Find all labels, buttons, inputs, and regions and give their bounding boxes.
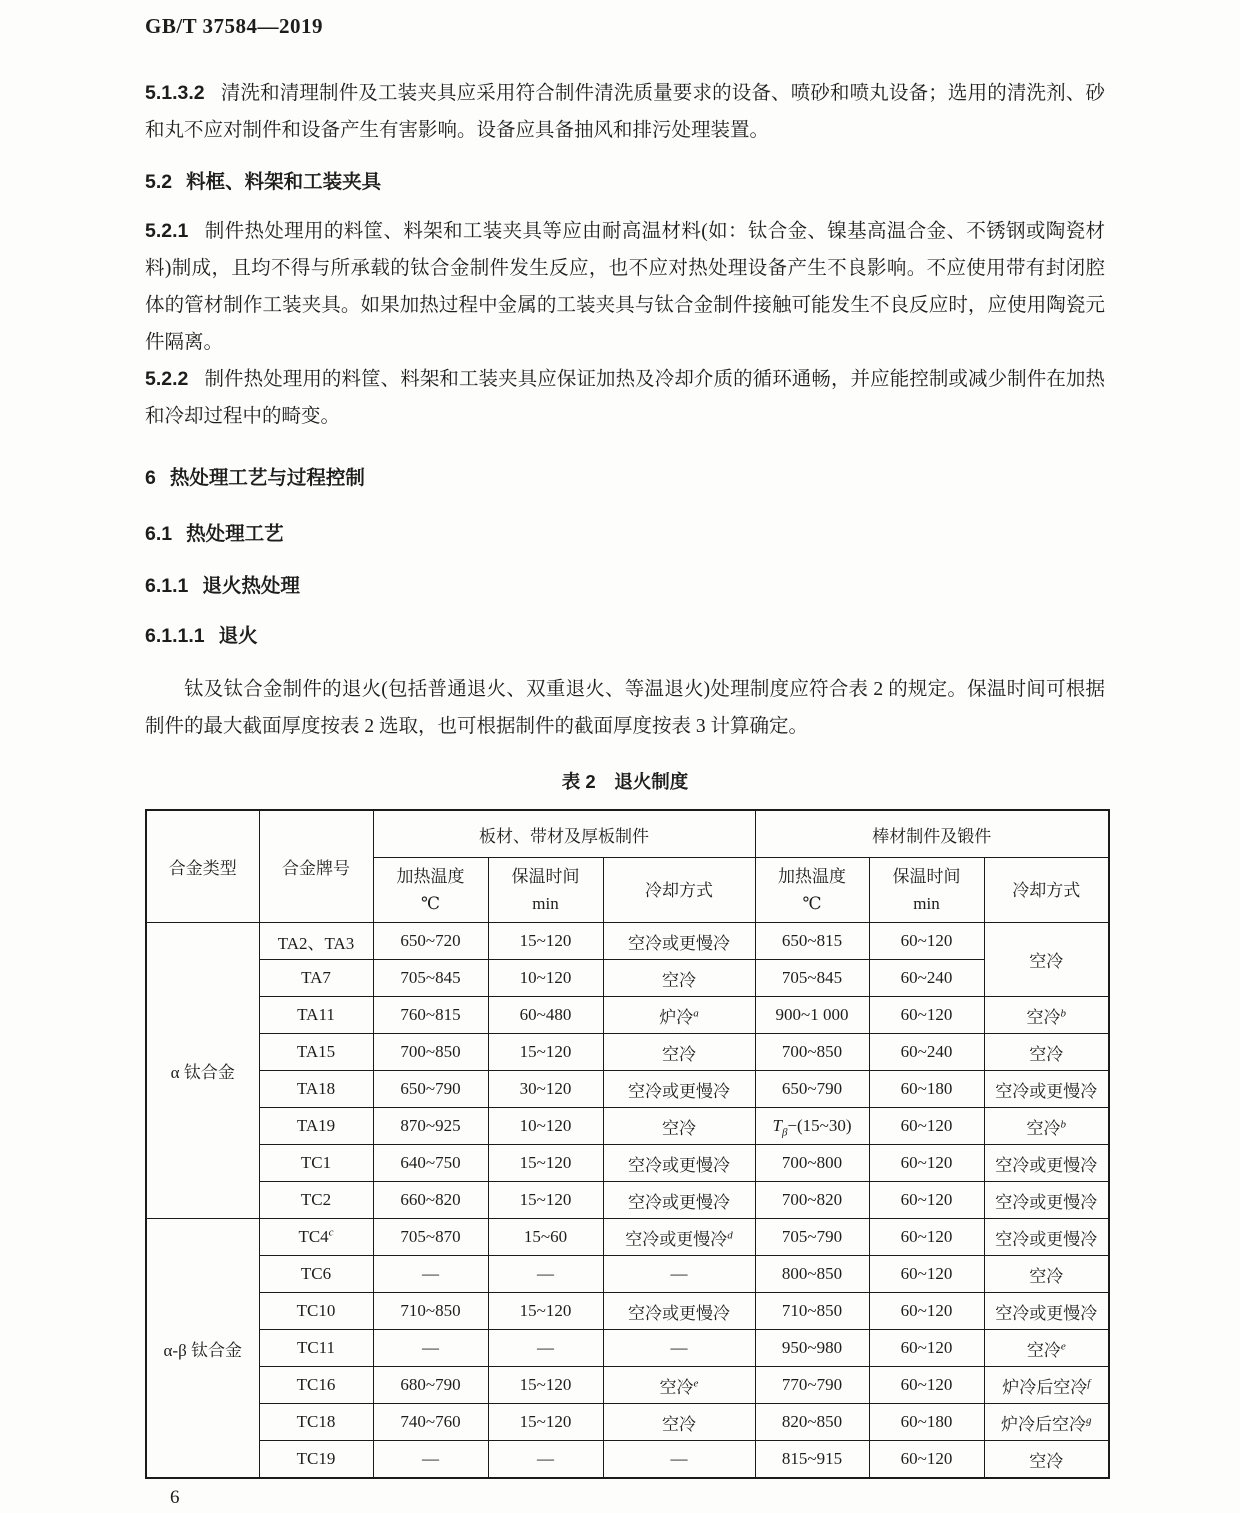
page-number: 6 (170, 1487, 180, 1508)
t-beta-offset: −(15~30) (787, 1116, 852, 1135)
cell-bar-time: 60~120 (869, 1219, 984, 1256)
footnote-ref: a (693, 1006, 699, 1019)
grade-text: TC2 (300, 1190, 332, 1209)
grade-text: TA15 (296, 1042, 336, 1061)
cell-bar-time: 60~120 (869, 997, 984, 1034)
cell-bar-cool (984, 1367, 1109, 1404)
cell-grade (259, 1367, 373, 1404)
cell-plate-temp: — (373, 1256, 488, 1293)
cell-bar-temp: 820~850 (755, 1404, 869, 1441)
cell-plate-cool (603, 1108, 755, 1145)
cell-plate-cool (603, 1219, 755, 1256)
grade-text: TC18 (296, 1412, 336, 1431)
cell-bar-time: 60~180 (869, 1071, 984, 1108)
cell-plate-time: — (488, 1441, 603, 1479)
grade-text: TA11 (297, 1005, 335, 1024)
cell-bar-cool (984, 1145, 1109, 1182)
cell-bar-time: 60~120 (869, 1293, 984, 1330)
cell-bar-temp: 705~790 (755, 1219, 869, 1256)
table-row (146, 1219, 1109, 1256)
cell-plate-cool (603, 997, 755, 1034)
cool-text: 空冷 (1029, 1044, 1064, 1064)
cell-plate-time: 15~120 (488, 1182, 603, 1219)
cell-bar-temp: 710~850 (755, 1293, 869, 1330)
cell-bar-cool (984, 1108, 1109, 1145)
table-row (146, 1034, 1109, 1071)
cell-plate-cool (603, 1071, 755, 1108)
cool-text: 空冷 (662, 1414, 696, 1434)
clause-5-2-2 (145, 361, 1105, 435)
cool-text: 空冷或更慢冷 (628, 1081, 730, 1101)
cool-text: 空冷 (1026, 1007, 1061, 1027)
cell-plate-cool (603, 1293, 755, 1330)
cell-bar-time: 60~120 (869, 1182, 984, 1219)
table-row (146, 1404, 1109, 1441)
cell-plate-cool (603, 960, 755, 997)
cell-grade (259, 1034, 373, 1071)
cell-bar-temp: 700~820 (755, 1182, 869, 1219)
table-row (146, 1071, 1109, 1108)
cell-plate-temp: 650~790 (373, 1071, 488, 1108)
cool-text: 空冷或更慢冷 (995, 1303, 1098, 1323)
cell-plate-temp: 705~845 (373, 960, 488, 997)
cell-plate-time: 15~60 (488, 1219, 603, 1256)
cell-plate-time: 15~120 (488, 1367, 603, 1404)
doc-code: GB/T 37584—2019 (145, 14, 324, 38)
clause-number: 5.2.1 (145, 220, 189, 242)
cell-bar-time: 60~120 (869, 1330, 984, 1367)
cell-plate-time: — (488, 1256, 603, 1293)
cell-grade (259, 997, 373, 1034)
heading-number: 6.1.1.1 (145, 625, 205, 647)
header-bar-temp (755, 858, 869, 923)
footnote-ref: e (1060, 1339, 1066, 1352)
cell-bar-temp: 705~845 (755, 960, 869, 997)
header-group-bar: 棒材制件及锻件 (755, 810, 1109, 858)
cell-grade (259, 1108, 373, 1145)
footnote-ref: d (727, 1228, 733, 1241)
cool-text: 空冷 (662, 1044, 696, 1064)
cell-plate-cool (603, 1145, 755, 1182)
footnote-ref: b (1060, 1006, 1067, 1019)
cell-bar-time: 60~120 (869, 1108, 984, 1145)
cool-text: 空冷或更慢冷 (995, 1192, 1098, 1212)
cell-plate-cool (603, 1256, 755, 1293)
cell-bar-cool (984, 1071, 1109, 1108)
cell-plate-time: 15~120 (488, 1293, 603, 1330)
table-row (146, 1182, 1109, 1219)
table-row (146, 1330, 1109, 1367)
cell-plate-temp: 640~750 (373, 1145, 488, 1182)
cell-plate-time: 60~480 (488, 997, 603, 1034)
grade-text: TC16 (296, 1375, 336, 1394)
cell-plate-time: 10~120 (488, 1108, 603, 1145)
cool-text: 空冷或更慢冷 (628, 1155, 730, 1175)
beta-subscript: β (781, 1126, 788, 1139)
cool-text: 空冷或更慢冷 (995, 1081, 1098, 1101)
cell-plate-time: 30~120 (488, 1071, 603, 1108)
cell-plate-temp: 870~925 (373, 1108, 488, 1145)
header-group-plate: 板材、带材及厚板制件 (373, 810, 755, 858)
cell-bar-cool (984, 923, 1109, 997)
cool-text: 空冷或更慢冷 (625, 1229, 728, 1249)
cell-plate-temp: 760~815 (373, 997, 488, 1034)
cell-alloy-type-alpha: α 钛合金 (146, 923, 259, 1219)
cool-text: — (670, 1264, 688, 1283)
cell-bar-cool (984, 1256, 1109, 1293)
cell-bar-temp: 700~850 (755, 1034, 869, 1071)
cell-plate-temp: 650~720 (373, 923, 488, 960)
cell-alloy-type-alpha-beta: α-β 钛合金 (146, 1219, 259, 1479)
header-line: 加热温度 (396, 867, 465, 886)
cool-text: 空冷 (662, 970, 696, 990)
cell-bar-cool (984, 1441, 1109, 1479)
cool-text: — (670, 1338, 688, 1357)
clause-number: 5.2.2 (145, 368, 189, 390)
heading-number: 6 (145, 467, 156, 489)
cool-text: 空冷或更慢冷 (628, 1192, 730, 1212)
cool-text: 空冷或更慢冷 (628, 933, 730, 953)
header-line: 加热温度 (778, 867, 846, 886)
header-bar-time (869, 858, 984, 923)
grade-text: TC10 (296, 1301, 336, 1320)
heading-number: 5.2 (145, 171, 173, 193)
footnote-ref: b (1060, 1117, 1067, 1130)
table-caption: 表 2 退火制度 (561, 771, 689, 792)
grade-text: TC6 (300, 1264, 332, 1283)
header-unit: ℃ (802, 894, 822, 913)
header-plate-time (488, 858, 603, 923)
cell-bar-cool (984, 1219, 1109, 1256)
cell-bar-cool (984, 1330, 1109, 1367)
cool-text: 炉冷 (659, 1007, 694, 1027)
cell-bar-temp: 770~790 (755, 1367, 869, 1404)
cell-grade (259, 1330, 373, 1367)
cool-text: 炉冷后空冷 (1001, 1414, 1087, 1434)
table-row (146, 1441, 1109, 1479)
intro-paragraph: 钛及钛合金制件的退火(包括普通退火、双重退火、等温退火)处理制度应符合表 2 的规定。保温时间可根据制件的最大截面厚度按表 2 选取，也可根据制件的截面厚度按表 3 计算确定。 (145, 679, 1105, 737)
cell-bar-time: 60~120 (869, 1145, 984, 1182)
clause-text: 制件热处理用的料筐、料架和工装夹具等应由耐高温材料(如：钛合金、镍基高温合金、不锈钢或陶瓷材料)制成，且均不得与所承载的钛合金制件发生反应，也不应对热处理设备产生不良影响。不应使用带有封闭腔体的管材制作工装夹具。如果加热过程中金属的工装夹具与钛合金制件接触可能发生不良反应时，应使用陶瓷元件隔离。 (145, 221, 1105, 353)
grade-text: TA19 (296, 1116, 336, 1135)
grade-text: TA2、TA3 (277, 933, 355, 953)
heading-6-1-1-1 (145, 623, 1105, 649)
cell-bar-time: 60~120 (869, 1441, 984, 1479)
table-row (146, 1256, 1109, 1293)
table-row (146, 1145, 1109, 1182)
heading-6-1-1 (145, 573, 1105, 599)
heading-title: 热处理工艺与过程控制 (169, 467, 365, 489)
header-line: 保温时间 (511, 867, 580, 886)
header-unit: ℃ (420, 894, 441, 913)
cool-text: — (670, 1449, 688, 1468)
cell-bar-time: 60~120 (869, 923, 984, 960)
cool-text: 空冷 (1029, 1451, 1064, 1471)
heading-title: 热处理工艺 (186, 523, 284, 545)
cool-text: 空冷 (1029, 1266, 1064, 1286)
cool-text: 空冷 (659, 1377, 694, 1397)
table-row (146, 997, 1109, 1034)
grade-text: TC4 (298, 1227, 329, 1246)
clause-5-2-1 (145, 213, 1105, 361)
table-row (146, 923, 1109, 960)
header-unit: min (913, 894, 940, 913)
grade-text: TA18 (296, 1079, 336, 1098)
clause-number: 5.1.3.2 (145, 82, 205, 104)
cool-text: 空冷或更慢冷 (995, 1229, 1098, 1249)
clause-text: 清洗和清理制件及工装夹具应采用符合制件清洗质量要求的设备、喷砂和喷丸设备；选用的清洗剂、砂和丸不应对制件和设备产生有害影响。设备应具备抽风和排污处理装置。 (145, 83, 1105, 141)
header-alloy-type: 合金类型 (146, 810, 259, 923)
header-bar-cool: 冷却方式 (984, 858, 1109, 923)
cell-grade (259, 1182, 373, 1219)
table-row (146, 960, 1109, 997)
cell-plate-time: 10~120 (488, 960, 603, 997)
cool-text: 空冷 (1029, 952, 1064, 971)
cell-grade (259, 1441, 373, 1479)
cell-plate-cool (603, 1330, 755, 1367)
cell-grade (259, 1145, 373, 1182)
cell-plate-time: 15~120 (488, 1145, 603, 1182)
table-row (146, 1367, 1109, 1404)
cell-bar-cool (984, 1034, 1109, 1071)
header-line: 保温时间 (892, 867, 961, 886)
t-beta-symbol: T (772, 1116, 782, 1135)
cell-grade (259, 1219, 373, 1256)
header-unit: min (532, 894, 559, 913)
header-alloy-grade: 合金牌号 (259, 810, 373, 923)
cell-grade (259, 1256, 373, 1293)
table-2-annealing-schedule (145, 809, 1110, 1479)
cool-text: 空冷或更慢冷 (995, 1155, 1098, 1175)
cell-plate-cool (603, 1367, 755, 1404)
table-row (146, 1293, 1109, 1330)
clause-text: 制件热处理用的料筐、料架和工装夹具应保证加热及冷却介质的循环通畅，并应能控制或减少制件在加热和冷却过程中的畸变。 (145, 369, 1105, 427)
cell-plate-temp: 710~850 (373, 1293, 488, 1330)
header-plate-temp (373, 858, 488, 923)
cell-plate-temp: 700~850 (373, 1034, 488, 1071)
cell-plate-time: — (488, 1330, 603, 1367)
cell-bar-time: 60~180 (869, 1404, 984, 1441)
cell-plate-time: 15~120 (488, 1034, 603, 1071)
grade-text: TC19 (296, 1449, 336, 1468)
grade-text: TC11 (296, 1338, 336, 1357)
cell-bar-cool (984, 1182, 1109, 1219)
cell-bar-temp: 950~980 (755, 1330, 869, 1367)
cell-bar-cool (984, 1293, 1109, 1330)
cell-grade (259, 923, 373, 960)
heading-6-1 (145, 521, 1105, 547)
cool-text: 空冷 (662, 1118, 696, 1138)
cell-bar-temp: 650~790 (755, 1071, 869, 1108)
cell-plate-cool (603, 1034, 755, 1071)
grade-text: TC1 (300, 1153, 332, 1172)
cell-plate-cool (603, 1182, 755, 1219)
clause-5-1-3-2 (145, 75, 1105, 149)
cell-bar-cool (984, 997, 1109, 1034)
cell-plate-time: 15~120 (488, 923, 603, 960)
cell-bar-temp: 700~800 (755, 1145, 869, 1182)
heading-title: 退火热处理 (202, 575, 300, 597)
cell-bar-time: 60~240 (869, 1034, 984, 1071)
cell-plate-temp: — (373, 1441, 488, 1479)
heading-6 (145, 465, 1105, 491)
cell-bar-temp: 650~815 (755, 923, 869, 960)
table-row (146, 1108, 1109, 1145)
cell-plate-temp: — (373, 1330, 488, 1367)
cell-plate-temp: 680~790 (373, 1367, 488, 1404)
cell-grade (259, 1293, 373, 1330)
grade-text: TA7 (301, 968, 331, 987)
footnote-ref: c (328, 1226, 334, 1239)
cool-text: 空冷 (1026, 1340, 1061, 1360)
heading-title: 料框、料架和工装夹具 (186, 171, 382, 193)
cell-grade (259, 1404, 373, 1441)
cell-grade (259, 1071, 373, 1108)
heading-number: 6.1 (145, 523, 173, 545)
cell-plate-cool (603, 1441, 755, 1479)
cell-bar-temp-t-beta (755, 1108, 869, 1145)
cell-plate-temp: 660~820 (373, 1182, 488, 1219)
cell-plate-cool (603, 1404, 755, 1441)
footnote-ref: e (693, 1376, 699, 1389)
header-row-groups (146, 810, 1109, 858)
cool-text: 炉冷后空冷 (1002, 1377, 1088, 1397)
cool-text: 空冷或更慢冷 (628, 1303, 730, 1323)
cell-bar-time: 60~120 (869, 1367, 984, 1404)
cell-bar-time: 60~240 (869, 960, 984, 997)
cell-bar-temp: 900~1 000 (755, 997, 869, 1034)
cell-bar-cool (984, 1404, 1109, 1441)
cell-plate-cool (603, 923, 755, 960)
heading-title: 退火 (218, 625, 258, 647)
cell-grade (259, 960, 373, 997)
cell-plate-temp: 705~870 (373, 1219, 488, 1256)
cell-plate-temp: 740~760 (373, 1404, 488, 1441)
cell-bar-temp: 815~915 (755, 1441, 869, 1479)
footnote-ref: g (1086, 1413, 1092, 1426)
cell-bar-temp: 800~850 (755, 1256, 869, 1293)
heading-number: 6.1.1 (145, 575, 189, 597)
cell-plate-time: 15~120 (488, 1404, 603, 1441)
cell-bar-time: 60~120 (869, 1256, 984, 1293)
header-plate-cool: 冷却方式 (603, 858, 755, 923)
footnote-ref: f (1087, 1376, 1091, 1389)
heading-5-2 (145, 169, 1105, 195)
cool-text: 空冷 (1026, 1118, 1061, 1138)
